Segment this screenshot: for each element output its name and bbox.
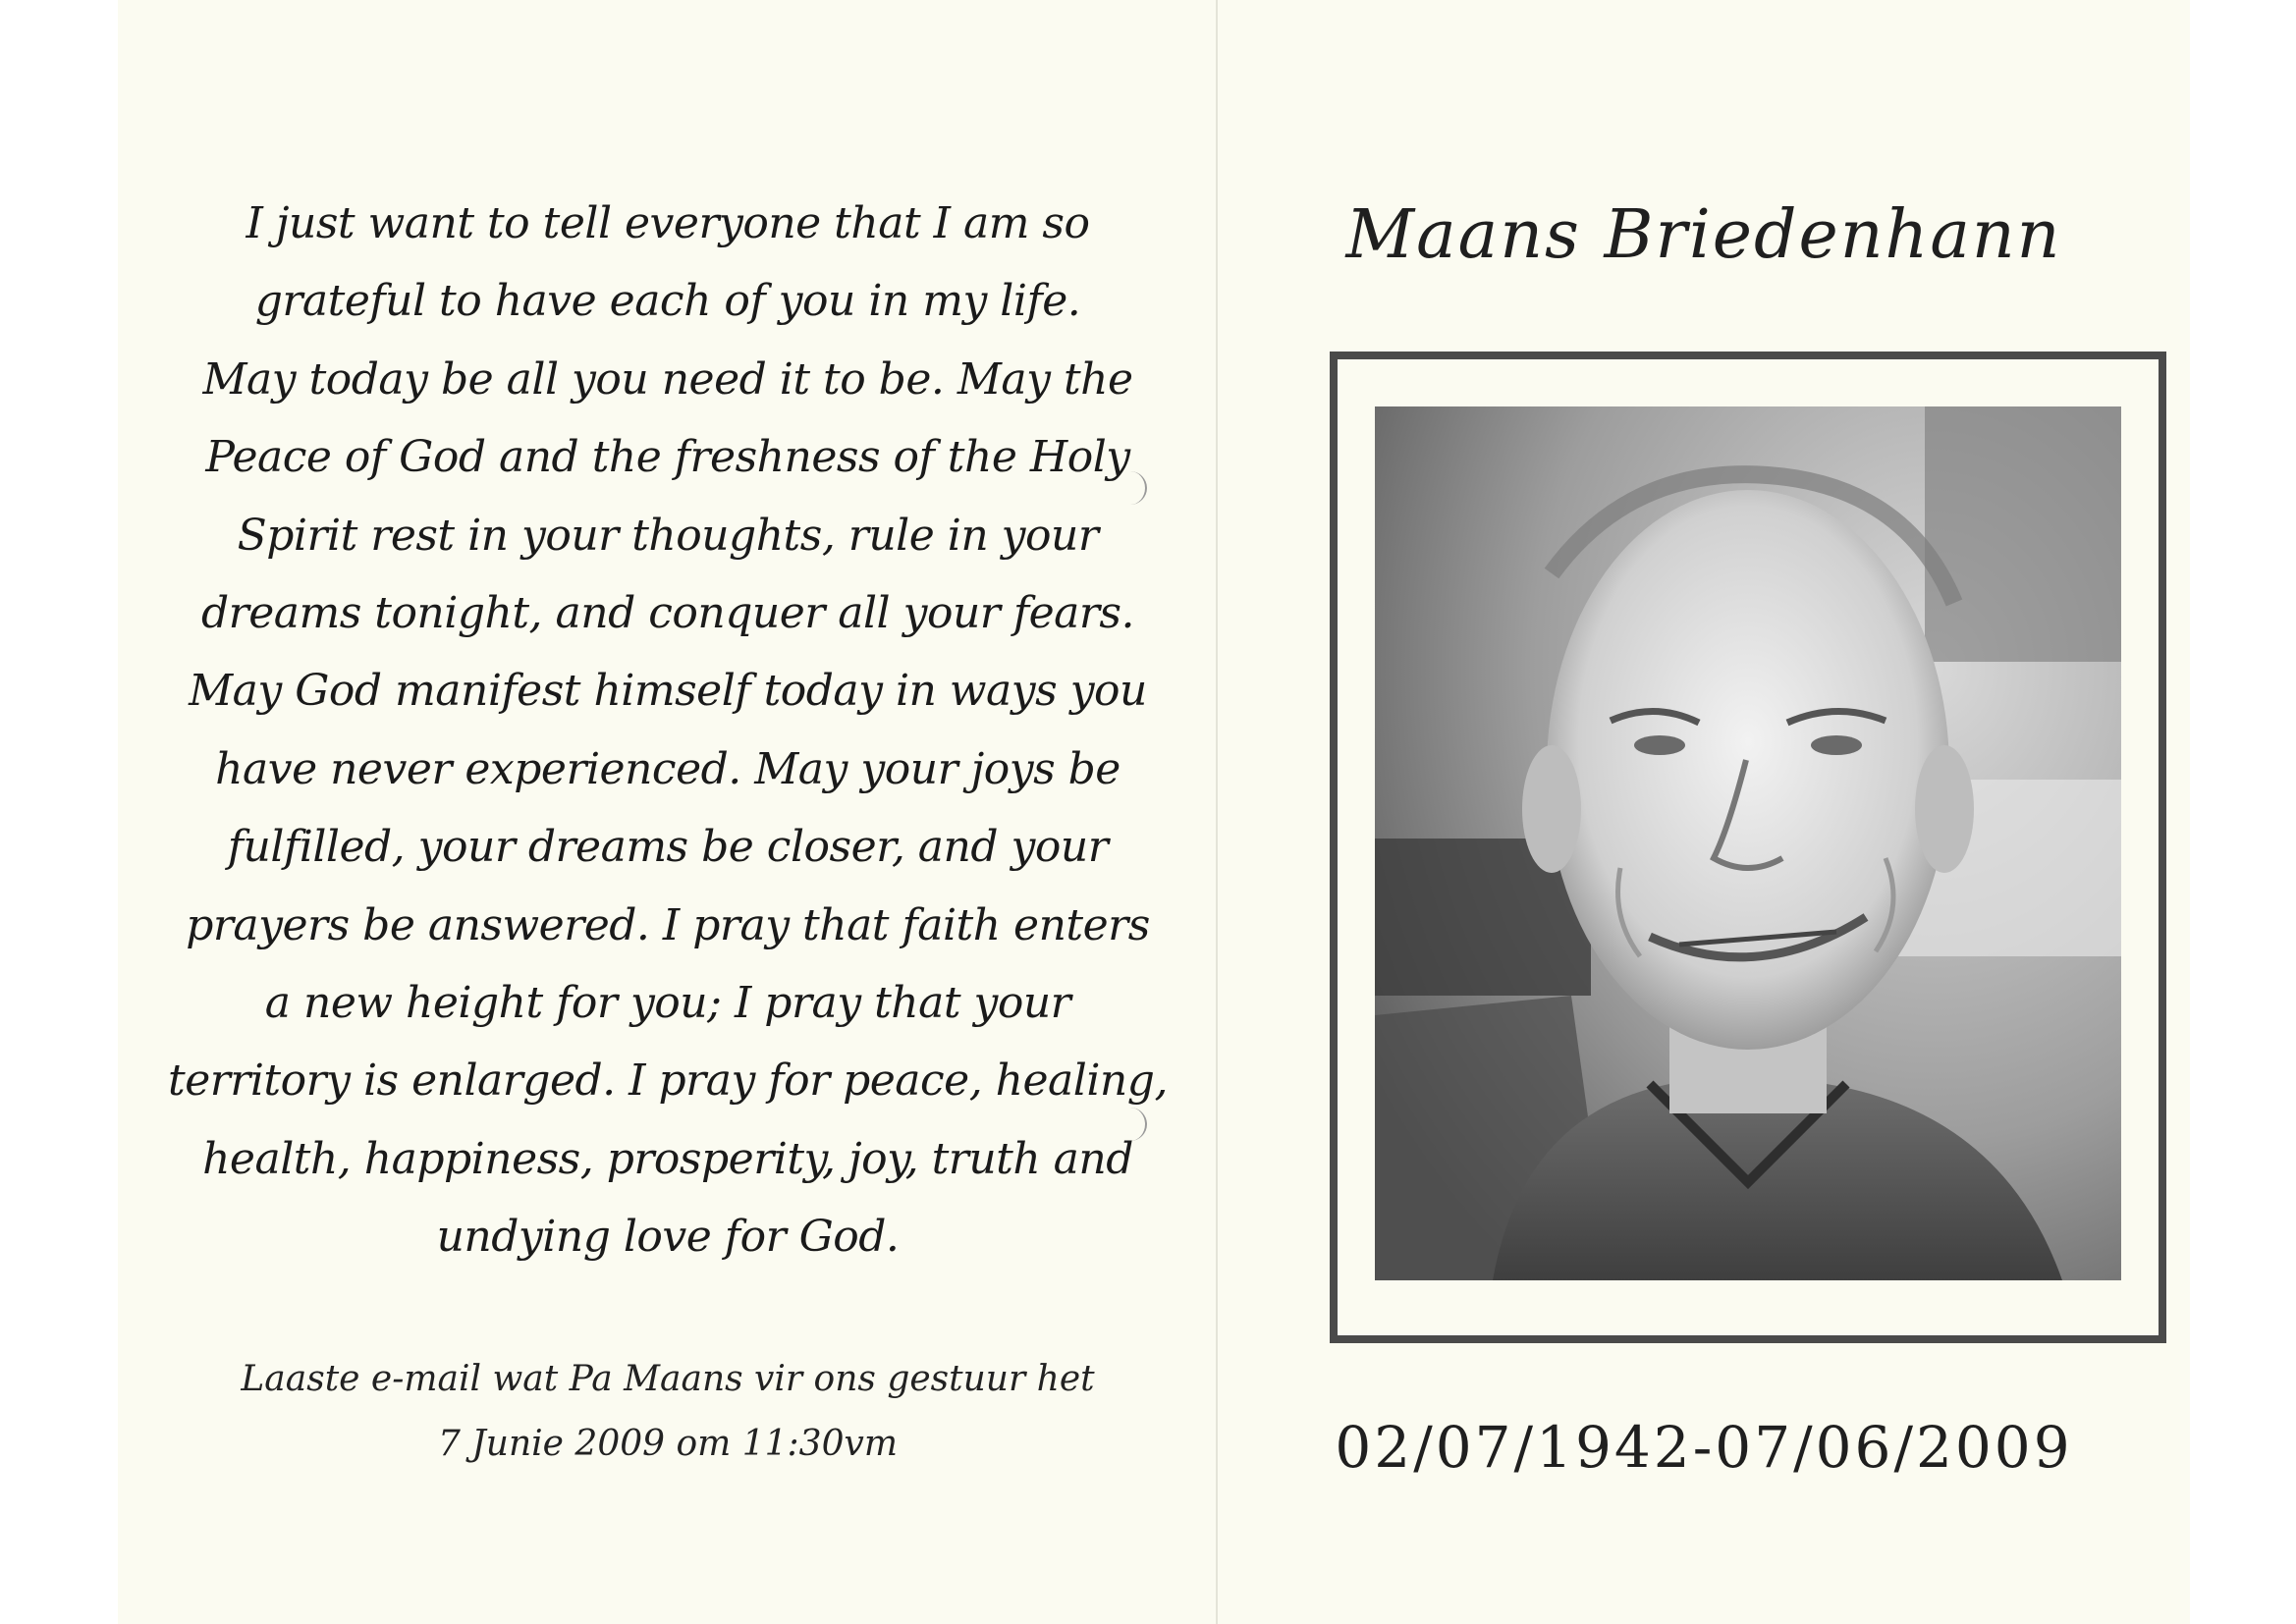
verse-text — [147, 185, 1188, 1276]
verse-line: May God manifest himself today in ways you — [189, 666, 1147, 717]
deceased-name: Maans Briedenhann — [1345, 196, 2062, 274]
verse-line: fulfilled, your dreams be closer, and your — [227, 822, 1109, 873]
verse-line: dreams tonight, and conquer all your fears. — [201, 588, 1134, 639]
life-dates: 02/07/1942-07/06/2009 — [1335, 1414, 2073, 1481]
footnote-line: Laaste e-mail wat Pa Maans vir ons gestuur het — [241, 1359, 1095, 1399]
verse-line: health, happiness, prosperity, joy, truth and — [202, 1133, 1133, 1184]
verse-line: territory is enlarged. I pray for peace, healing, — [168, 1056, 1168, 1107]
verse-line: grateful to have each of you in my life. — [254, 276, 1081, 327]
photo-frame — [1330, 352, 2166, 1343]
verse-panel — [118, 0, 1216, 1624]
verse-line: undying love for God. — [436, 1212, 900, 1263]
verse-line: I just want to tell everyone that I am so — [246, 198, 1090, 248]
verse-line: a new height for you; I pray that your — [264, 978, 1071, 1029]
verse-line: have never experienced. May your joys be — [215, 743, 1121, 794]
verse-line: Peace of God and the freshness of the Holy — [205, 432, 1130, 483]
footnote-line: 7 Junie 2009 om 11:30vm — [438, 1424, 898, 1464]
email-footnote — [147, 1347, 1188, 1477]
verse-line: Spirit rest in your thoughts, rule in your — [237, 510, 1099, 561]
portrait-panel — [1218, 0, 2190, 1624]
portrait-photo — [1375, 406, 2121, 1280]
verse-line: May today be all you need it to be. May the — [202, 353, 1133, 405]
verse-line: prayers be answered. I pray that faith enters — [186, 899, 1150, 950]
